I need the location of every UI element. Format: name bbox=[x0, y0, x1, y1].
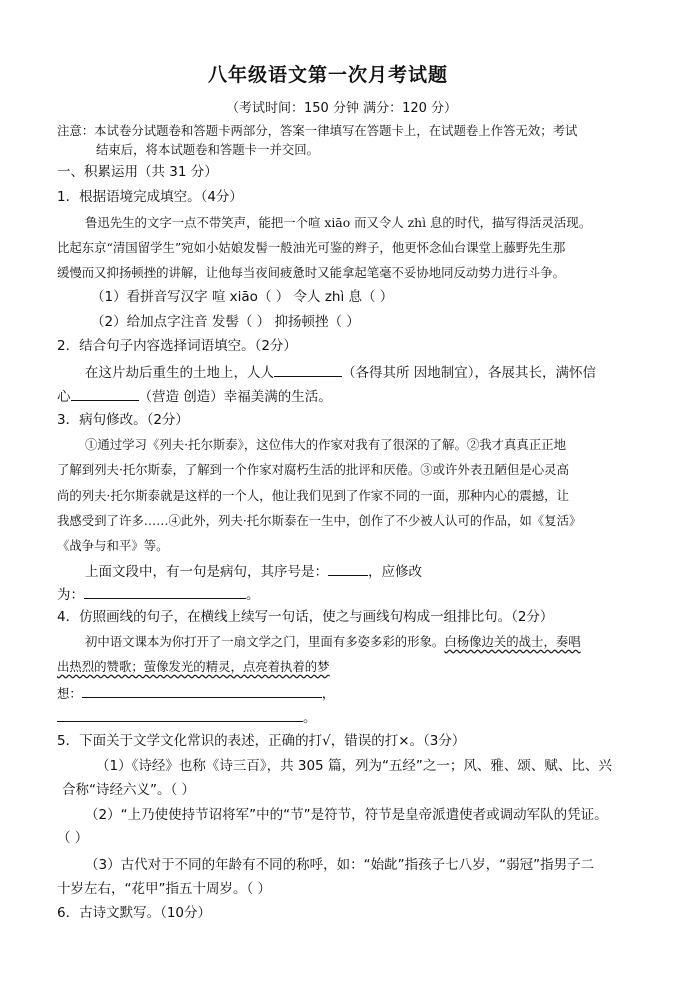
q5-stem: 5．下面关于文学文化常识的表述，正确的打√，错误的打×。（3分） bbox=[57, 733, 466, 749]
q3-answer-text-b: ，应修改 bbox=[368, 564, 422, 580]
q4-blank-1[interactable] bbox=[82, 683, 322, 698]
q6-stem: 6．古诗文默写。（10分） bbox=[57, 905, 212, 921]
q1-passage-line-2: 比起东京“清国留学生”宛如小姑娘发髻一般油光可鉴的辫子，他更怀念仙台课堂上藤野先生那 bbox=[57, 240, 566, 255]
q4-period: 。 bbox=[303, 710, 317, 726]
q2-line-2-text-b: （营造 创造）幸福美满的生活。 bbox=[138, 389, 332, 405]
q3-stem: 3．病句修改。（2分） bbox=[57, 412, 189, 428]
q2-line-1-text-a: 在这片劫后重生的土地上，人人 bbox=[85, 365, 274, 381]
q4-underlined-sentence-a: 白杨像边关的战士，奏唱 bbox=[444, 634, 581, 649]
q1-passage-line-1: 鲁迅先生的文字一点不带笑声，能把一个喧 xiāo 而又令人 zhì 息的时代，描写得活灵活现。 bbox=[85, 215, 592, 230]
q4-stem: 4．仿照画线的句子，在横线上续写一句话，使之与画线句构成一组排比句。（2分） bbox=[57, 609, 554, 625]
q2-line-2-text-a: 心 bbox=[57, 389, 71, 405]
q5-item-1-line-1: （1）《诗经》也称《诗三百》，共 305 篇，列为“五经”之一；风、雅、颂、赋、比、兴 bbox=[96, 758, 612, 774]
q1-sub-1: （1）看拼音写汉字 喧 xiāo（ ） 令人 zhì 息（ ） bbox=[91, 289, 394, 305]
q4-answer-prefix: 想： bbox=[57, 686, 82, 701]
q3-passage-line-4: 我感受到了许多……④此外，列夫·托尔斯泰在一生中，创作了不少被人认可的作品，如《复活》 bbox=[57, 513, 582, 528]
q1-sub-2: （2）给加点字注音 发髻（ ） 抑扬顿挫（ ） bbox=[91, 314, 360, 330]
q5-item-3-line-1: （3）古代对于不同的年龄有不同的称呼，如：“始龀”指孩子七八岁，“弱冠”指男子二 bbox=[85, 857, 595, 873]
q3-passage-line-3: 尚的列夫·托尔斯泰就是这样的一个人，他让我们见到了作家不同的一面，那种内心的震撼，让 bbox=[57, 488, 569, 503]
q3-blank-revision[interactable] bbox=[84, 584, 246, 599]
q4-passage-line-1 bbox=[85, 633, 581, 651]
q2-blank-2[interactable] bbox=[71, 386, 139, 401]
q5-item-2-line-2: （ ） bbox=[57, 830, 89, 846]
note-line-1: 注意：本试卷分试题卷和答题卡两部分，答案一律填写在答题卡上，在试题卷上作答无效；考试 bbox=[57, 123, 578, 138]
q3-answer-text-c: 为： bbox=[57, 587, 84, 603]
q3-passage-line-5: 《战争与和平》等。 bbox=[57, 538, 169, 553]
q3-answer-text-a: 上面文段中，有一句是病句，其序号是： bbox=[85, 564, 328, 580]
q2-line-2 bbox=[57, 386, 332, 406]
q4-answer-line-1 bbox=[57, 683, 335, 703]
q3-answer-line-2 bbox=[57, 584, 260, 604]
q3-passage-line-1: ①通过学习《列夫·托尔斯泰》，这位伟大的作家对我有了很深的了解。②我才真真正正地 bbox=[85, 437, 566, 452]
note-line-2: 结束后，将本试题卷和答题卡一并交回。 bbox=[96, 142, 320, 157]
q4-passage-text: 初中语文课本为你打开了一扇文学之门，里面有多姿多彩的形象。 bbox=[85, 634, 445, 649]
q2-line-1-text-b: （各得其所 因地制宜），各展其长，满怀信 bbox=[342, 365, 597, 381]
q1-passage-line-3: 缓慢而又抑扬顿挫的讲解，让他每当夜间疲惫时又能拿起笔毫不妥协地同反动势力进行斗争。 bbox=[57, 265, 566, 280]
q3-answer-line-1 bbox=[85, 561, 422, 581]
q3-passage-line-2: 了解到列夫·托尔斯泰，了解到一个作家对腐朽生活的批评和厌倦。③或许外表丑陋但是心灵高 bbox=[57, 462, 569, 477]
section-heading: 一、积累运用（共 31 分） bbox=[57, 164, 218, 180]
exam-title: 八年级语文第一次月考试题 bbox=[208, 64, 449, 86]
q4-underlined-sentence-b: 出热烈的赞歌；萤像发光的精灵，点亮着执着的梦 bbox=[57, 659, 330, 674]
exam-info: （考试时间：150 分钟 满分：120 分） bbox=[226, 101, 458, 116]
q5-item-3-line-2: 十岁左右，“花甲”指五十周岁。（ ） bbox=[57, 881, 272, 897]
q2-line-1 bbox=[85, 362, 596, 382]
q2-blank-1[interactable] bbox=[274, 362, 342, 377]
q1-stem: 1．根据语境完成填空。（4分） bbox=[57, 189, 243, 205]
q4-passage-line-2 bbox=[57, 658, 330, 676]
q4-answer-line-2 bbox=[57, 707, 317, 727]
q5-item-2-line-1: （2）“上乃使使持节诏将军”中的“节”是符节，符节是皇帝派遣使者或调动军队的凭证。 bbox=[85, 807, 608, 823]
q3-answer-end: 。 bbox=[246, 587, 260, 603]
q4-comma: ， bbox=[321, 686, 336, 702]
q3-blank-number[interactable] bbox=[328, 561, 368, 576]
q2-stem: 2．结合句子内容选择词语填空。（2分） bbox=[57, 338, 297, 354]
q4-blank-2[interactable] bbox=[57, 707, 303, 722]
q5-item-1-line-2: 合称“诗经六义”。（ ） bbox=[62, 782, 196, 798]
